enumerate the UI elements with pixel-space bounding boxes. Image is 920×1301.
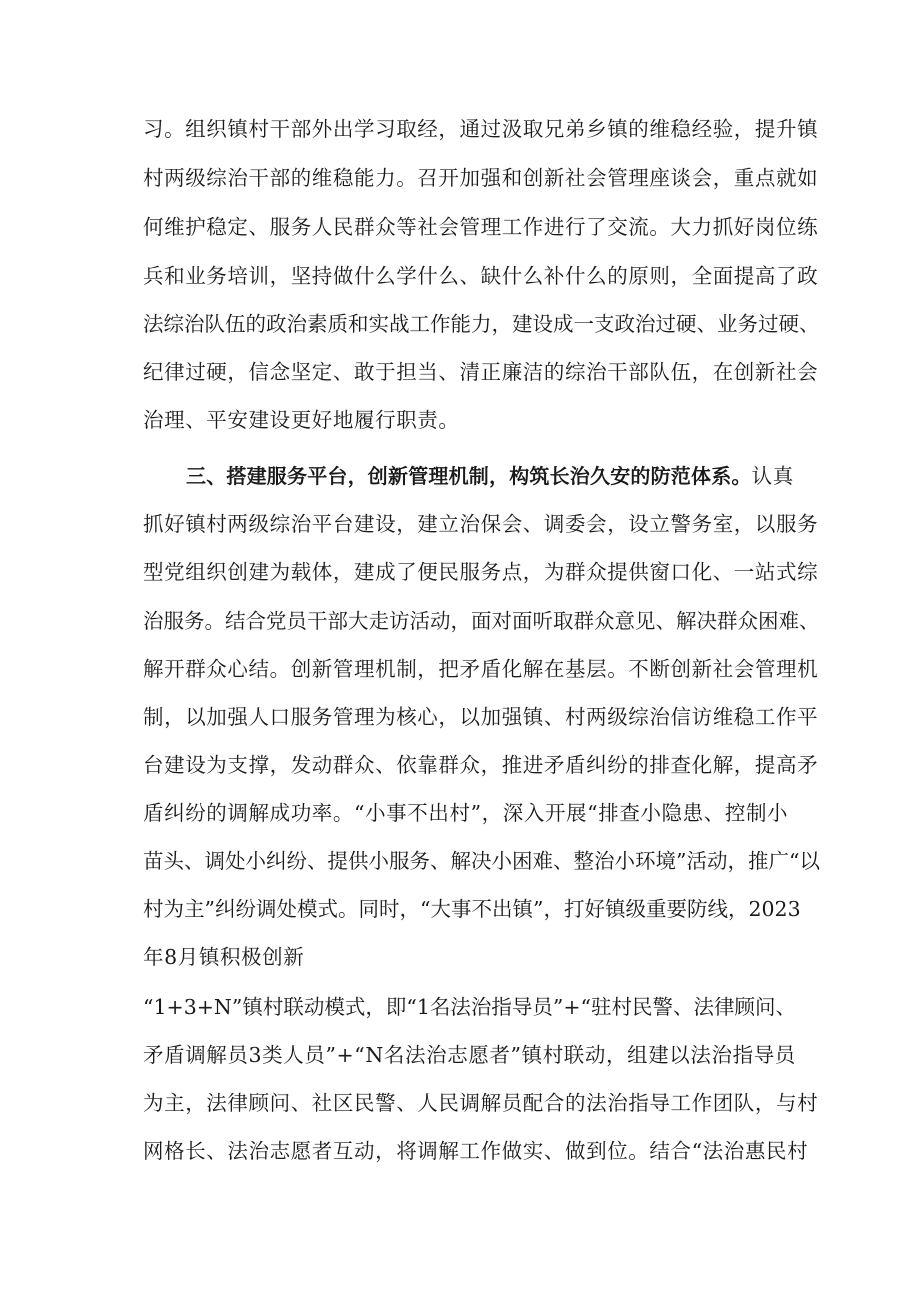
section-heading-tail: 认真 [751, 464, 794, 488]
paragraph-line: 何维护稳定、服务人民群众等社会管理工作进行了交流。大力抓好岗位练 [143, 215, 819, 239]
paragraph-line: “1+3+N”镇村联动模式，即“1名法治指导员”+“驻村民警、法律顾问、 [143, 995, 796, 1019]
paragraph-line: 解开群众心结。创新管理机制，把矛盾化解在基层。不断创新社会管理机 [143, 657, 819, 681]
paragraph-line: 矛盾调解员3类人员”+“N名法治志愿者”镇村联动，组建以法治指导员 [143, 1043, 796, 1067]
paragraph-line: 习。组织镇村干部外出学习取经，通过汲取兄弟乡镇的维稳经验，提升镇 [143, 117, 819, 141]
paragraph-line: 台建设为支撑，发动群众、依靠群众，推进矛盾纠纷的排查化解，提高矛 [143, 753, 819, 777]
section-heading-line [186, 461, 794, 491]
paragraph-line: 村两级综治干部的维稳能力。召开加强和创新社会管理座谈会，重点就如 [143, 166, 819, 190]
paragraph-line: 抓好镇村两级综治平台建设，建立治保会、调委会，设立警务室，以服务 [143, 512, 819, 536]
paragraph-line: 纪律过硬，信念坚定、敢于担当、清正廉洁的综治干部队伍，在创新社会 [143, 360, 819, 384]
paragraph-line: 村为主”纠纷调处模式。同时，“大事不出镇”，打好镇级重要防线，2023 [143, 897, 801, 921]
paragraph-line: 兵和业务培训，坚持做什么学什么、缺什么补什么的原则，全面提高了政 [143, 264, 819, 288]
paragraph-line: 型党组织创建为载体，建成了便民服务点，为群众提供窗口化、一站式综 [143, 560, 819, 584]
paragraph-line: 年8月镇积极创新 [143, 945, 305, 969]
paragraph-line: 盾纠纷的调解成功率。“小事不出村”，深入开展“排查小隐患、控制小 [143, 801, 789, 825]
paragraph-line: 网格长、法治志愿者互动，将调解工作做实、做到位。结合“法治惠民村 [143, 1139, 809, 1163]
section-heading: 三、搭建服务平台，创新管理机制，构筑长治久安的防范体系。 [186, 464, 752, 488]
paragraph-line: 治理、平安建设更好地履行职责。 [143, 408, 460, 432]
paragraph-line: 法综治队伍的政治素质和实战工作能力，建设成一支政治过硬、业务过硬、 [143, 312, 820, 336]
paragraph-line: 苗头、调处小纠纷、提供小服务、解决小困难、整治小环境”活动，推广“以 [143, 849, 820, 873]
paragraph-line: 治服务。结合党员干部大走访活动，面对面听取群众意见、解决群众困难、 [143, 609, 820, 633]
paragraph-line: 制，以加强人口服务管理为核心，以加强镇、村两级综治信访维稳工作平 [143, 705, 819, 729]
paragraph-line: 为主，法律顾问、社区民警、人民调解员配合的法治指导工作团队，与村 [143, 1091, 819, 1115]
